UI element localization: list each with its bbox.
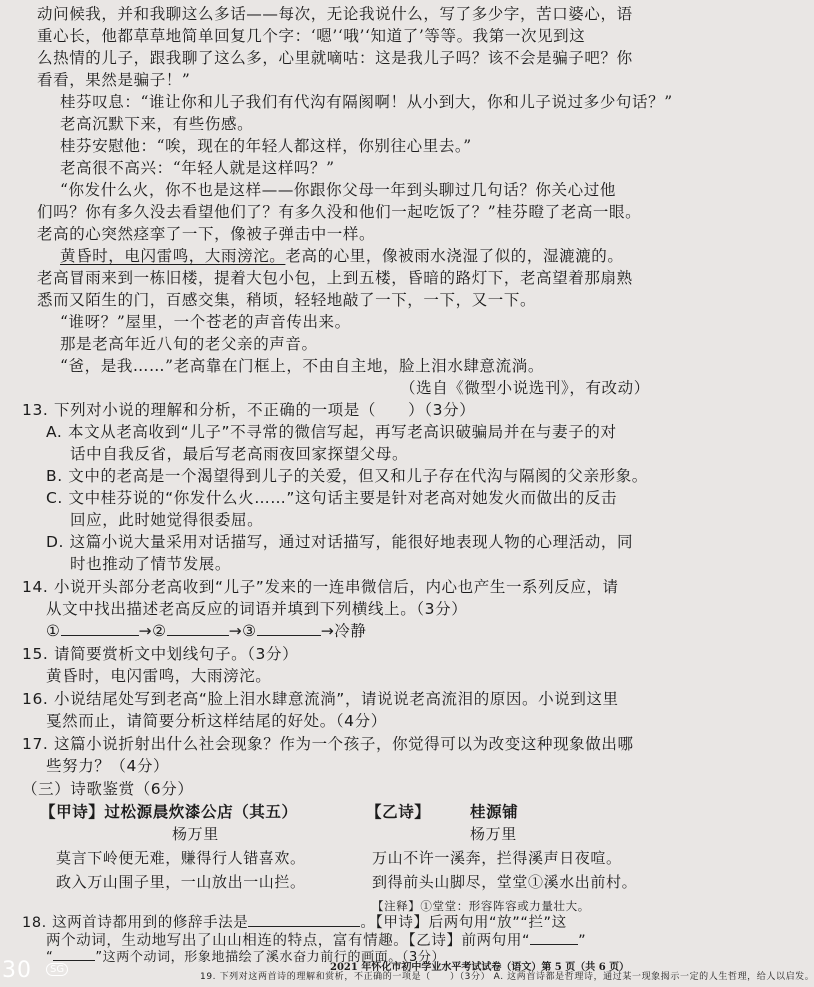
q18-blank-3[interactable] [53,946,95,961]
q14-marker-3: →③ [228,622,257,640]
story-line: “爸，是我……”老高靠在门框上，不由自主地，脸上泪水肆意流淌。 [60,357,544,375]
q17-stem: 17. 这篇小说折射出什么社会现象？作为一个孩子，你觉得可以为改变这种现象做出哪 [22,735,634,753]
section-heading: （三）诗歌鉴赏（6分） [22,780,194,798]
story-line: “你发什么火，你不也是这样——你跟你父母一年到头聊过几句话？你关心过他 [60,181,616,199]
page-footer: 2021 年怀化市初中学业水平考试试卷（语文）第 5 页（共 6 页） [330,962,630,973]
poem-yi-note: 【注释】①堂堂：形容阵容或力量壮大。 [372,899,590,913]
story-source: （选自《微型小说选刊》，有改动） [400,379,650,397]
poem-jia-line: 莫言下岭便无难，赚得行人错喜欢。 [56,849,306,867]
story-line: 老高的心突然痉挛了一下，像被子弹击中一样。 [37,225,376,243]
page-counter-overlay: 30 [2,958,32,983]
poem-jia-author: 杨万里 [172,825,219,843]
q14-blank-2[interactable] [167,621,229,636]
underlined-sentence: 黄昏时，电闪雷鸣，大雨滂沱。 [60,247,286,265]
q18-text: “ [46,950,54,965]
q18-blank-2[interactable] [530,930,578,945]
q13-option-d-cont: 时也推动了情节发展。 [70,555,232,573]
story-line [60,246,624,268]
q14-end: →冷静 [320,622,367,640]
q18-text: ” [578,933,587,949]
story-line: 们吗？你有多久没去看望他们了？有多久没和他们一起吃饭了？”桂芬瞪了老高一眼。 [37,203,642,221]
q18-stem-cont2 [46,946,445,968]
q18-text: 18. 这两首诗都用到的修辞手法是 [22,915,249,931]
story-line: 那是老高年近八旬的老父亲的声音。 [60,335,318,353]
poem-yi-title: 桂源铺 [470,803,519,821]
story-line: 动问候我，并和我聊这么多话——每次，无论我说什么，写了多少字，苦口婆心，语 [37,5,633,23]
q14-chain [46,621,366,643]
q13-option-a-cont: 话中自我反省，最后写老高雨夜回家探望父母。 [70,445,409,463]
story-line: 悉而又陌生的门，百感交集，稍顷，轻轻地敲了一下，一下，又一下。 [37,291,537,309]
story-line: 老高很不高兴：“年轻人就是这样吗？” [60,159,335,177]
q14-blank-3[interactable] [257,621,321,636]
story-line: 桂芬安慰他：“唉，现在的年轻人都这样，你别往心里去。” [60,137,472,155]
story-line: “谁呀？”屋里，一个苍老的声音传出来。 [60,313,351,331]
q18-text: ”这两个动词，形象地描绘了溪水奋力前行的画面。（3分） [95,950,446,965]
q13-option-d: D. 这篇小说大量采用对话描写，通过对话描写，能很好地表现人物的心理活动，同 [46,533,634,551]
q13-option-a: A. 本文从老高收到“儿子”不寻常的微信写起，再写老高识破骗局并在与妻子的对 [46,423,617,441]
q13-option-b: B. 文中的老高是一个渴望得到儿子的关爱，但又和儿子存在代沟与隔阂的父亲形象。 [46,467,648,485]
q13-option-c-cont: 回应，此时她觉得很委屈。 [70,511,264,529]
q18-blank-1[interactable] [248,912,360,927]
story-line: 么热情的儿子，跟我聊了这么多，心里就嘀咕：这是我儿子吗？该不会是骗子吧？你 [37,49,633,67]
poem-yi-label: 【乙诗】 [366,803,431,821]
q19-block: 19. 下列对这两首诗的理解和赏析，不正确的一项是（ ）（3分） A. 这两首诗都是哲理诗，通过某一现象揭示一定的人生哲理，给人以启发。 [200,972,814,982]
poem-yi-author: 杨万里 [470,825,517,843]
q14-marker-1: ① [46,622,61,640]
poem-yi-line: 万山不许一溪奔，拦得溪声日夜喧。 [372,849,622,867]
poem-jia-title: 【甲诗】过松源晨炊漆公店（其五） [40,803,298,821]
story-line: 重心长，他都草草地简单回复几个字：‘嗯’‘哦’‘知道了’等等。我第一次见到这 [37,27,586,45]
q14-blank-1[interactable] [61,621,139,636]
story-line: 老高沉默下来，有些伤感。 [60,115,254,133]
q13-option-c: C. 文中桂芬说的“你发什么火……”这句话主要是针对老高对她发火而做出的反击 [46,489,618,507]
q18-text: 两个动词，生动地写出了山山相连的特点，富有情趣。【乙诗】前两句用“ [46,933,531,949]
q17-stem-cont: 些努力？（4分） [46,757,170,775]
q13-stem: 13. 下列对小说的理解和分析，不正确的一项是（ ）（3分） [22,401,476,419]
q14-stem-cont: 从文中找出描述老高反应的词语并填到下列横线上。（3分） [46,600,468,618]
poem-yi-line: 到得前头山脚尽，堂堂①溪水出前村。 [372,873,638,891]
story-line: 看看，果然是骗子！” [37,71,191,89]
poem-jia-line: 政入万山围子里，一山放出一山拦。 [56,873,306,891]
q14-marker-2: →② [138,622,167,640]
q15-quote: 黄昏时，电闪雷鸣，大雨滂沱。 [46,667,272,685]
q16-stem: 16. 小说结尾处写到老高“脸上泪水肆意流淌”，请说说老高流泪的原因。小说到这里 [22,690,619,708]
story-line: 老高冒雨来到一栋旧楼，提着大包小包，上到五楼，昏暗的路灯下，老高望着那扇熟 [37,269,633,287]
q16-stem-cont: 戛然而止，请简要分析这样结尾的好处。（4分） [46,712,387,730]
q18-text: 。【甲诗】后两句用“放”“拦”这 [360,915,567,931]
story-line: 桂芬叹息：“谁让你和儿子我们有代沟有隔阂啊！从小到大，你和儿子说过多少句话？” [60,93,673,111]
camera-badge: SG [46,963,68,976]
q15-stem: 15. 请简要赏析文中划线句子。（3分） [22,645,299,663]
q14-stem: 14. 小说开头部分老高收到“儿子”发来的一连串微信后，内心也产生一系列反应，请 [22,578,619,596]
story-text-span: 老高的心里，像被雨水浇湿了似的，湿漉漉的。 [285,247,624,265]
